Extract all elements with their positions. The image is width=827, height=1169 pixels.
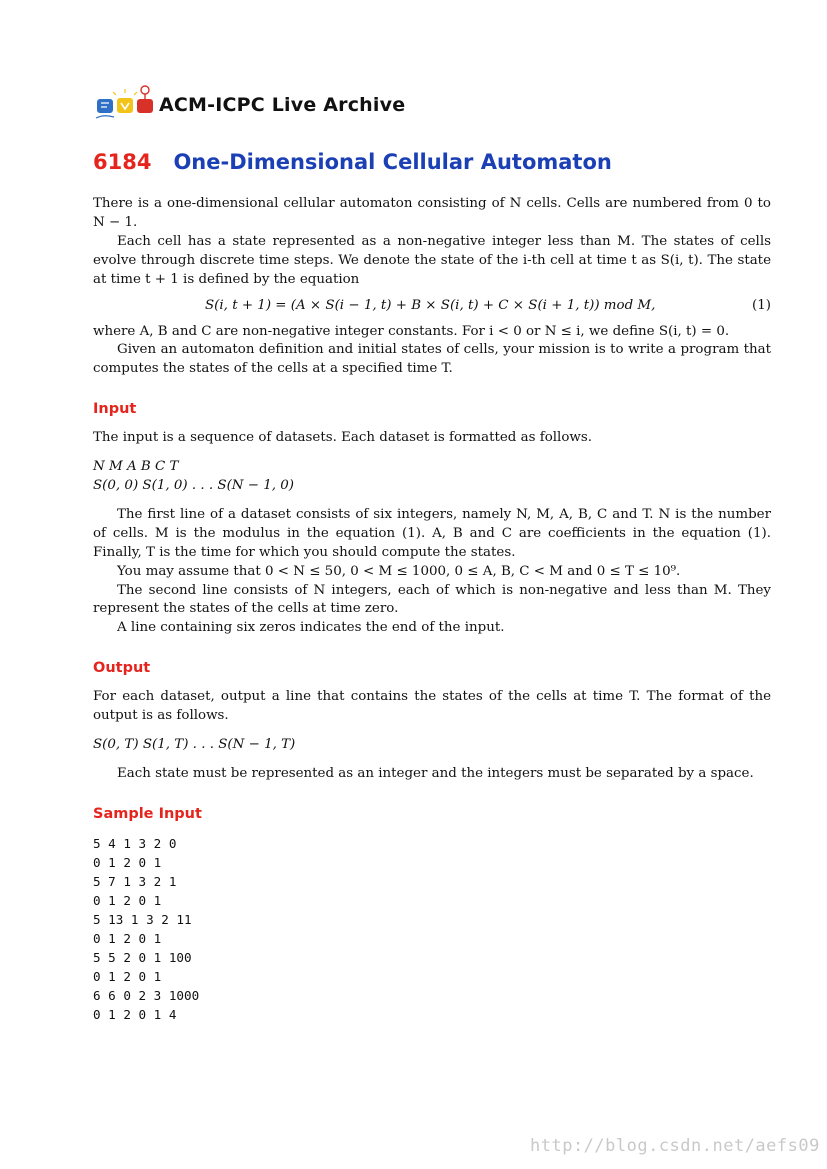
sample-input-line: 0 1 2 0 1 4 — [93, 1006, 177, 1022]
equation — [93, 297, 771, 316]
input-heading: Input — [93, 401, 137, 418]
sample-input-line: 5 4 1 3 2 0 — [93, 835, 177, 851]
input-format — [93, 458, 771, 496]
input-paragraph-2: You may assume that 0 < N ≤ 50, 0 < M ≤ 1000, 0 ≤ A, B, C < M and 0 ≤ T ≤ 10⁹. — [117, 563, 681, 579]
problem-number: 6184 — [93, 150, 152, 174]
sample-input-line: 0 1 2 0 1 — [93, 854, 162, 870]
input-paragraph-4: A line containing six zeros indicates the end of the input. — [117, 620, 505, 636]
problem-name: One-Dimensional Cellular Automaton — [173, 150, 612, 174]
logo-text: ACM-ICPC Live Archive — [159, 93, 406, 116]
acm-icpc-logo-icon — [95, 82, 157, 122]
sample-input-line: 0 1 2 0 1 — [93, 968, 162, 984]
sample-input-line: 5 13 1 3 2 11 — [93, 911, 192, 927]
statement-paragraph-1: There is a one-dimensional cellular automaton consisting of N cells. Cells are numbered from 0 to N − 1. — [93, 196, 771, 230]
statement-paragraph-4: Given an automaton definition and initial states of cells, your mission is to write a program that computes the states of the cells at a specified time T. — [93, 342, 771, 377]
input-intro: The input is a sequence of datasets. Each dataset is formatted as follows. — [93, 430, 592, 446]
input-format-line-2: S(0, 0) S(1, 0) . . . S(N − 1, 0) — [93, 477, 295, 493]
sample-input-heading: Sample Input — [93, 805, 202, 822]
input-paragraph-1: The first line of a dataset consists of six integers, namely N, M, A, B, C and T. N is the number of cells. M is the modulus in the equation (1). A, B and C are coefficients in the equation (1). Finally, T is the time for which you should compute the states. — [93, 506, 771, 560]
problem-body — [93, 195, 771, 1024]
archive-logo — [95, 82, 405, 122]
sample-input-line: 6 6 0 2 3 1000 — [93, 987, 200, 1003]
output-heading: Output — [93, 660, 151, 677]
statement-paragraph-3: where A, B and C are non-negative integer constants. For i < 0 or N ≤ i, we define S(i, t) = 0. — [93, 323, 730, 339]
sample-input-line: 0 1 2 0 1 — [93, 930, 162, 946]
output-intro: For each dataset, output a line that contains the states of the cells at time T. The format of the output is as follows. — [93, 689, 771, 724]
equation-body: S(i, t + 1) = (A × S(i − 1, t) + B × S(i, t) + C × S(i + 1, t)) mod M, — [205, 297, 656, 313]
statement-paragraph-2: Each cell has a state represented as a non-negative integer less than M. The states of cells evolve through discrete time steps. We denote the state of the i-th cell at time t as S(i, t). The state at time t + 1 is defined by the equation — [93, 233, 771, 287]
input-paragraph-3: The second line consists of N integers, each of which is non-negative and less than M. They represent the states of the cells at time zero. — [93, 582, 771, 617]
sample-input-line: 5 5 2 0 1 100 — [93, 949, 192, 965]
output-format-line: S(0, T) S(1, T) . . . S(N − 1, T) — [93, 736, 296, 752]
input-format-line-1: N M A B C T — [93, 459, 179, 475]
sample-input-line: 0 1 2 0 1 — [93, 892, 162, 908]
sample-input-block — [93, 834, 771, 1024]
output-paragraph-1: Each state must be represented as an integer and the integers must be separated by a space. — [117, 765, 754, 781]
equation-number: (1) — [752, 297, 771, 313]
sample-input-line: 5 7 1 3 2 1 — [93, 873, 177, 889]
problem-title — [93, 150, 612, 174]
watermark: http://blog.csdn.net/aefs09 — [530, 1136, 820, 1156]
